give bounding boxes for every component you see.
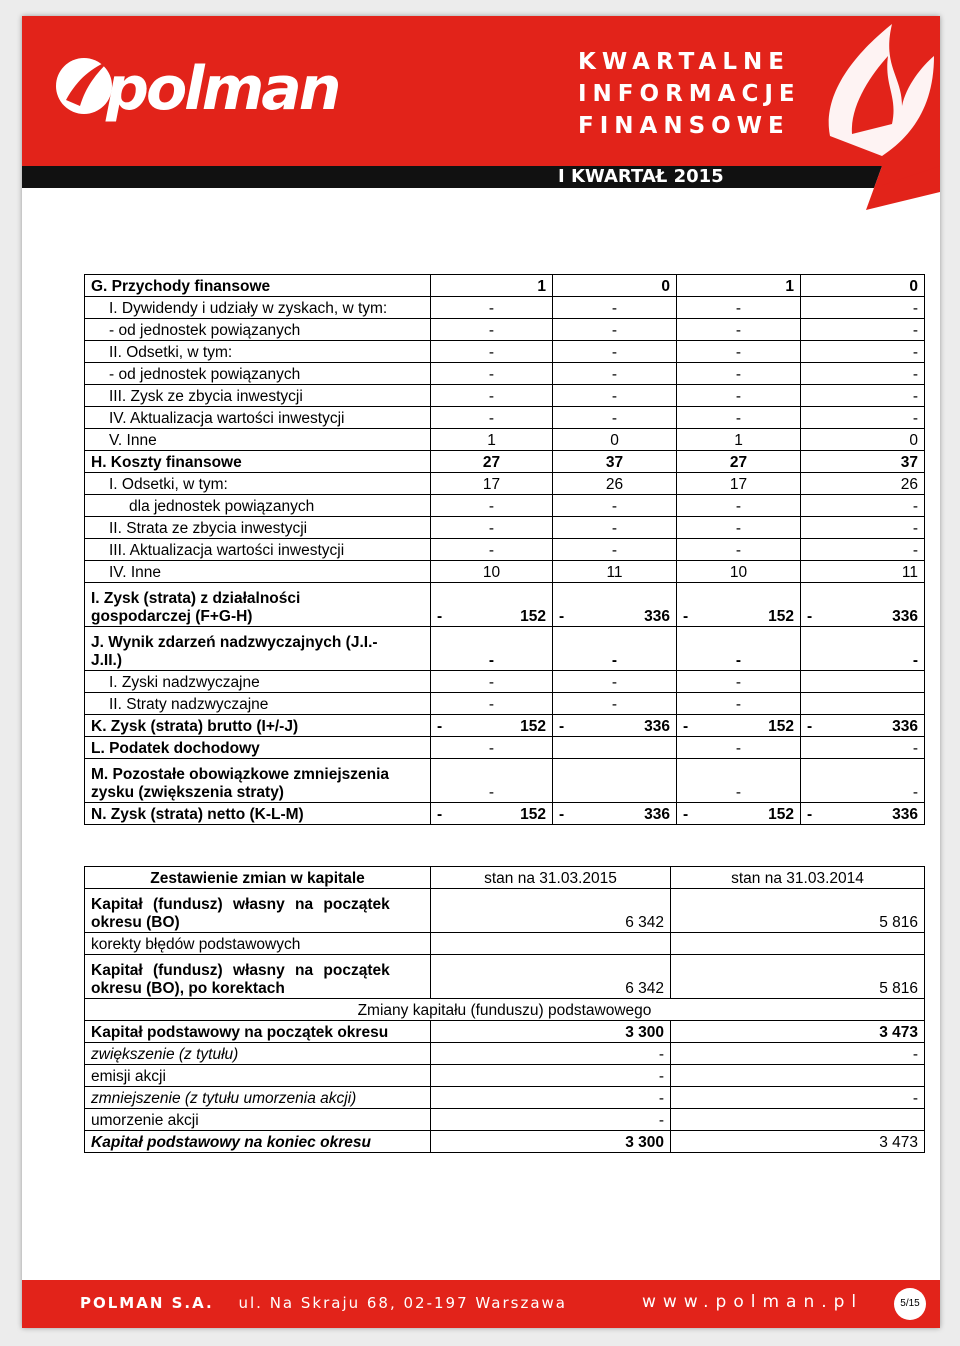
- cell-value: -: [553, 627, 677, 671]
- report-title: [578, 46, 801, 142]
- cell-value: 5 816: [671, 955, 925, 999]
- logo-wordmark: polman: [106, 54, 339, 124]
- table-row: [85, 759, 925, 803]
- table-row: [85, 715, 925, 737]
- table-row: [85, 1087, 925, 1109]
- row-label: Kapitał podstawowy na koniec okresu: [85, 1131, 431, 1153]
- table-row: [85, 539, 925, 561]
- equity-table-title: Zestawienie zmian w kapitale: [85, 867, 431, 889]
- table-row: [85, 319, 925, 341]
- cell-value: 11: [553, 561, 677, 583]
- footer: [22, 1280, 940, 1328]
- minus-sign: -: [559, 608, 565, 625]
- row-label: II. Straty nadzwyczajne: [85, 693, 431, 715]
- table-row: [85, 1131, 925, 1153]
- page-number-badge: 5/15: [894, 1288, 926, 1320]
- cell-value: -: [431, 495, 553, 517]
- cell-value: 11: [801, 561, 925, 583]
- cell-number: 336: [892, 608, 918, 625]
- minus-sign: -: [807, 608, 813, 625]
- cell-value: -: [553, 297, 677, 319]
- minus-sign: -: [437, 806, 443, 823]
- table-row: [85, 955, 925, 999]
- table-row: [85, 1109, 925, 1131]
- cell-value: [677, 715, 801, 737]
- title-line-3: FINANSOWE: [578, 113, 790, 139]
- footer-street: ul. Na Skraju 68, 02-197 Warszawa: [238, 1294, 567, 1312]
- row-label: III. Aktualizacja wartości inwestycji: [85, 539, 431, 561]
- minus-sign: -: [683, 806, 689, 823]
- cell-value: 1: [431, 275, 553, 297]
- row-label: II. Odsetki, w tym:: [85, 341, 431, 363]
- cell-value: -: [431, 627, 553, 671]
- row-label: I. Dywidendy i udziały w zyskach, w tym:: [85, 297, 431, 319]
- table-header-row: [85, 867, 925, 889]
- cell-value: -: [677, 759, 801, 803]
- cell-value: 1: [677, 429, 801, 451]
- cell-value: 17: [677, 473, 801, 495]
- table-row: [85, 275, 925, 297]
- table-row: [85, 385, 925, 407]
- row-label: [85, 955, 431, 999]
- cell-value: 37: [801, 451, 925, 473]
- cell-number: 336: [644, 718, 670, 735]
- cell-value: -: [801, 517, 925, 539]
- cell-value: -: [431, 693, 553, 715]
- row-label: V. Inne: [85, 429, 431, 451]
- table-row: [85, 495, 925, 517]
- cell-value: -: [431, 1109, 671, 1131]
- minus-sign: -: [559, 806, 565, 823]
- cell-value: -: [677, 341, 801, 363]
- cell-value: -: [677, 407, 801, 429]
- cell-value: -: [431, 341, 553, 363]
- cell-value: -: [801, 319, 925, 341]
- row-label-line-2: zysku (zwiększenia straty): [91, 784, 284, 801]
- cell-value: -: [431, 407, 553, 429]
- cell-value: 10: [431, 561, 553, 583]
- minus-sign: -: [683, 718, 689, 735]
- cell-value: 37: [553, 451, 677, 473]
- cell-value: 26: [801, 473, 925, 495]
- row-label-line-2: J.II.): [91, 652, 123, 669]
- row-label: K. Zysk (strata) brutto (I+/-J): [85, 715, 431, 737]
- cell-value: -: [801, 341, 925, 363]
- cell-value: [671, 933, 925, 955]
- row-label: H. Koszty finansowe: [85, 451, 431, 473]
- cell-value: 1: [431, 429, 553, 451]
- cell-value: -: [553, 363, 677, 385]
- cell-value: -: [801, 737, 925, 759]
- cell-value: -: [677, 495, 801, 517]
- cell-value: 27: [677, 451, 801, 473]
- cell-value: -: [553, 539, 677, 561]
- row-label: IV. Aktualizacja wartości inwestycji: [85, 407, 431, 429]
- row-label-line-1: Kapitał (fundusz) własny na początek: [91, 962, 390, 979]
- minus-sign: -: [807, 718, 813, 735]
- cell-value: 3 300: [431, 1131, 671, 1153]
- table-row: [85, 561, 925, 583]
- cell-value: 6 342: [431, 889, 671, 933]
- cell-value: 0: [801, 275, 925, 297]
- cell-number: 336: [644, 806, 670, 823]
- header-banner: [22, 16, 940, 216]
- cell-value: -: [801, 407, 925, 429]
- row-label-line-2: gospodarczej (F+G-H): [91, 608, 253, 625]
- row-label: III. Zysk ze zbycia inwestycji: [85, 385, 431, 407]
- cell-value: 0: [801, 429, 925, 451]
- cell-value: -: [431, 517, 553, 539]
- cell-value: [677, 803, 801, 825]
- cell-number: 152: [520, 806, 546, 823]
- row-label: umorzenie akcji: [85, 1109, 431, 1131]
- cell-value: 5 816: [671, 889, 925, 933]
- row-label-line-1: M. Pozostałe obowiązkowe zmniejszenia: [91, 766, 390, 783]
- cell-value: -: [677, 385, 801, 407]
- title-line-1: KWARTALNE: [578, 49, 790, 75]
- row-label: II. Strata ze zbycia inwestycji: [85, 517, 431, 539]
- cell-value: -: [553, 385, 677, 407]
- table-row: [85, 933, 925, 955]
- footer-address: [80, 1294, 567, 1312]
- table-row: [85, 583, 925, 627]
- cell-value: -: [553, 517, 677, 539]
- cell-value: -: [431, 363, 553, 385]
- cell-value: [553, 715, 677, 737]
- table-row: [85, 889, 925, 933]
- cell-value: [671, 1109, 925, 1131]
- minus-sign: -: [437, 608, 443, 625]
- footer-company: POLMAN S.A.: [80, 1294, 214, 1312]
- row-label-line-1: I. Zysk (strata) z działalności: [91, 590, 301, 607]
- cell-value: -: [801, 385, 925, 407]
- financial-results-table: [84, 274, 925, 825]
- row-label: zmniejszenie (z tytułu umorzenia akcji): [85, 1087, 431, 1109]
- row-label: G. Przychody finansowe: [85, 275, 431, 297]
- table-row: [85, 363, 925, 385]
- table-row: [85, 627, 925, 671]
- minus-sign: -: [683, 608, 689, 625]
- cell-value: -: [431, 759, 553, 803]
- row-label: L. Podatek dochodowy: [85, 737, 431, 759]
- cell-value: 3 300: [431, 1021, 671, 1043]
- cell-value: -: [671, 1087, 925, 1109]
- cell-value: -: [801, 495, 925, 517]
- cell-value: [431, 803, 553, 825]
- cell-value: [431, 933, 671, 955]
- cell-number: 336: [644, 608, 670, 625]
- cell-value: 26: [553, 473, 677, 495]
- cell-number: 336: [892, 806, 918, 823]
- cell-value: [553, 737, 677, 759]
- table-row: [85, 1065, 925, 1087]
- row-label: I. Odsetki, w tym:: [85, 473, 431, 495]
- minus-sign: -: [437, 718, 443, 735]
- logo-mark-icon: [56, 58, 112, 114]
- cell-value: [677, 583, 801, 627]
- cell-number: 152: [520, 608, 546, 625]
- table-row: [85, 473, 925, 495]
- cell-value: -: [431, 1087, 671, 1109]
- row-label-line-1: J. Wynik zdarzeń nadzwyczajnych (J.I.-: [91, 634, 378, 651]
- row-label: Kapitał podstawowy na początek okresu: [85, 1021, 431, 1043]
- footer-website-link[interactable]: www.polman.pl: [642, 1292, 864, 1312]
- cell-value: -: [431, 385, 553, 407]
- cell-value: -: [553, 495, 677, 517]
- cell-value: -: [677, 737, 801, 759]
- cell-value: 3 473: [671, 1131, 925, 1153]
- cell-value: -: [431, 297, 553, 319]
- section-heading: Zmiany kapitału (funduszu) podstawowego: [85, 999, 925, 1021]
- equity-changes-table: [84, 866, 925, 1153]
- table-row: [85, 517, 925, 539]
- row-label: korekty błędów podstawowych: [85, 933, 431, 955]
- cell-value: -: [801, 297, 925, 319]
- cell-value: [801, 693, 925, 715]
- row-label: IV. Inne: [85, 561, 431, 583]
- cell-value: -: [431, 737, 553, 759]
- table-row: [85, 429, 925, 451]
- row-label: zwiększenie (z tytułu): [85, 1043, 431, 1065]
- cell-value: -: [801, 363, 925, 385]
- row-label-line-1: Kapitał (fundusz) własny na początek: [91, 896, 390, 913]
- table-row: [85, 671, 925, 693]
- cell-value: 27: [431, 451, 553, 473]
- cell-value: 10: [677, 561, 801, 583]
- page: [22, 16, 940, 1328]
- column-header: stan na 31.03.2015: [431, 867, 671, 889]
- cell-value: [553, 803, 677, 825]
- cell-value: [671, 1065, 925, 1087]
- row-label: [85, 583, 431, 627]
- cell-value: -: [677, 297, 801, 319]
- cell-value: [553, 759, 677, 803]
- cell-value: -: [553, 407, 677, 429]
- row-label: emisji akcji: [85, 1065, 431, 1087]
- row-label-line-2: okresu (BO): [91, 914, 180, 931]
- cell-number: 336: [892, 718, 918, 735]
- cell-value: 0: [553, 429, 677, 451]
- minus-sign: -: [559, 718, 565, 735]
- row-label: I. Zyski nadzwyczajne: [85, 671, 431, 693]
- cell-value: -: [431, 1043, 671, 1065]
- cell-value: -: [671, 1043, 925, 1065]
- minus-sign: -: [807, 806, 813, 823]
- cell-value: -: [553, 319, 677, 341]
- cell-number: 152: [520, 718, 546, 735]
- cell-value: -: [431, 1065, 671, 1087]
- cell-value: -: [677, 319, 801, 341]
- cell-value: -: [801, 759, 925, 803]
- cell-number: 152: [768, 608, 794, 625]
- table-row: [85, 803, 925, 825]
- cell-value: -: [677, 363, 801, 385]
- cell-value: 3 473: [671, 1021, 925, 1043]
- row-label: N. Zysk (strata) netto (K-L-M): [85, 803, 431, 825]
- row-label: [85, 889, 431, 933]
- cell-value: -: [677, 693, 801, 715]
- cell-value: -: [431, 671, 553, 693]
- cell-value: 0: [553, 275, 677, 297]
- cell-value: -: [431, 319, 553, 341]
- cell-value: -: [677, 539, 801, 561]
- row-label: [85, 627, 431, 671]
- row-label: [85, 759, 431, 803]
- cell-value: -: [801, 627, 925, 671]
- cell-value: -: [553, 341, 677, 363]
- table-row: [85, 999, 925, 1021]
- title-line-2: INFORMACJE: [578, 81, 801, 107]
- cell-value: -: [677, 517, 801, 539]
- cell-value: [431, 583, 553, 627]
- table-row: [85, 407, 925, 429]
- table-row: [85, 693, 925, 715]
- cell-value: -: [553, 693, 677, 715]
- cell-value: [801, 803, 925, 825]
- cell-number: 152: [768, 718, 794, 735]
- table-row: [85, 1043, 925, 1065]
- cell-value: [801, 583, 925, 627]
- table-row: [85, 737, 925, 759]
- cell-value: 17: [431, 473, 553, 495]
- cell-value: -: [553, 671, 677, 693]
- cell-value: 1: [677, 275, 801, 297]
- cell-value: -: [801, 539, 925, 561]
- table-row: [85, 297, 925, 319]
- quarter-label: I KWARTAŁ 2015: [558, 166, 724, 187]
- table-row: [85, 341, 925, 363]
- table-row: [85, 1021, 925, 1043]
- cell-value: -: [431, 539, 553, 561]
- cell-value: -: [677, 627, 801, 671]
- cell-value: [553, 583, 677, 627]
- cell-value: 6 342: [431, 955, 671, 999]
- cell-value: [801, 715, 925, 737]
- row-label: dla jednostek powiązanych: [85, 495, 431, 517]
- table-row: [85, 451, 925, 473]
- cell-value: -: [677, 671, 801, 693]
- row-label-line-2: okresu (BO), po korektach: [91, 980, 285, 997]
- row-label: - od jednostek powiązanych: [85, 319, 431, 341]
- column-header: stan na 31.03.2014: [671, 867, 925, 889]
- row-label: - od jednostek powiązanych: [85, 363, 431, 385]
- cell-number: 152: [768, 806, 794, 823]
- cell-value: [431, 715, 553, 737]
- cell-value: [801, 671, 925, 693]
